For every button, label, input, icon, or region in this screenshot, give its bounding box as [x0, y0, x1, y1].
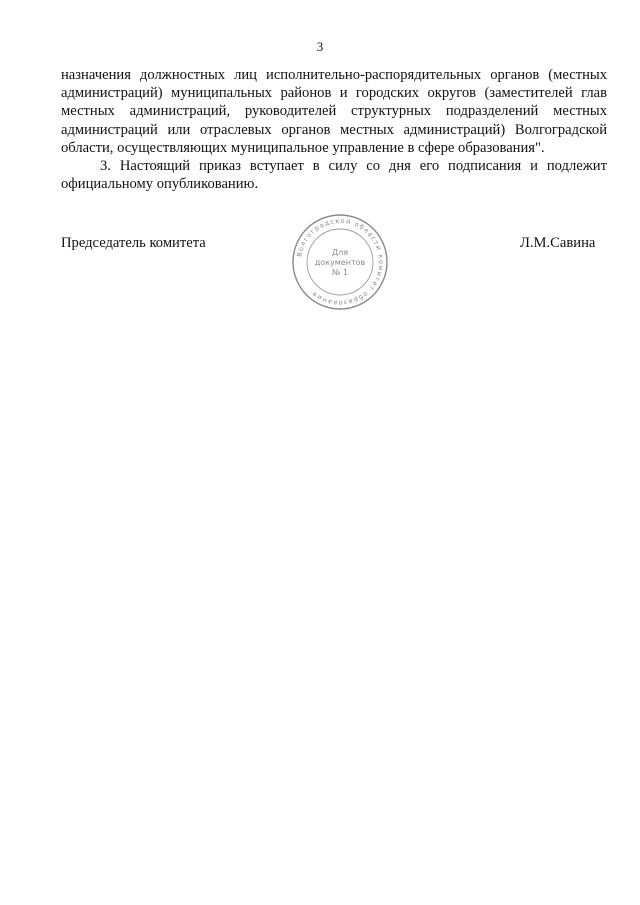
- stamp-line: Для: [331, 248, 349, 257]
- text-line: назначения должностных лиц исполнительно-распорядительных органов (местных: [61, 67, 607, 83]
- text-line: 3. Настоящий приказ вступает в силу со дня его подписания и подлежит: [100, 158, 607, 175]
- stamp-outer-text: Волгоградской области комитет образования: [295, 216, 386, 308]
- signature-role: Председатель комитета: [61, 235, 206, 251]
- text-line: местных администраций, руководителей структурных подразделений местных: [61, 103, 607, 120]
- page-number: 3: [316, 39, 324, 54]
- document-body: [61, 66, 607, 193]
- official-stamp: [290, 212, 390, 312]
- stamp-line: документов: [314, 258, 366, 267]
- signature-name: Л.М.Савина: [520, 235, 596, 251]
- stamp-line: № 1: [332, 268, 348, 277]
- text-line: администраций или отраслевых органов местных администраций) Волгоградской: [61, 121, 607, 138]
- text-line: официальному опубликованию.: [61, 176, 259, 193]
- paragraph-continuation: [61, 66, 607, 157]
- text-line: области, осуществляющих муниципальное управление в сфере образования".: [61, 139, 545, 156]
- paragraph-item-3: [61, 157, 607, 193]
- text-line: администраций) муниципальных районов и городских округов (заместителей глав: [61, 85, 607, 102]
